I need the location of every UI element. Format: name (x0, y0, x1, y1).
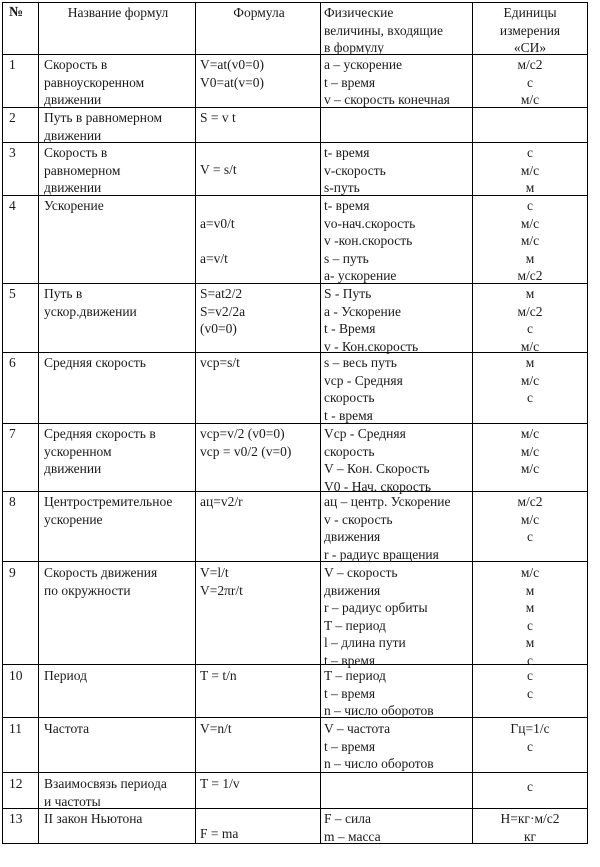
formula-name: Скорость движения по окружности (44, 565, 158, 598)
formula-text: T = t/n (200, 668, 237, 683)
formula-text: a=v0/t a=v/t (200, 216, 235, 266)
formula-text: V=n/t (200, 721, 232, 736)
formula-name: Центростремительное ускорение (44, 494, 173, 527)
formula-name: Период (44, 668, 87, 683)
units-list: Гц=1/с с (510, 721, 550, 754)
row-number: 9 (9, 565, 16, 580)
units-list: с м/с м (520, 145, 540, 195)
formula-text: aц=v2/r (200, 494, 243, 509)
row-number: 1 (9, 57, 16, 72)
header-formula-name: Название формул (67, 5, 169, 20)
units-list: Н=кг·м/с2 кг (500, 811, 560, 844)
quantities-list: aц – центр. Ускорение v - скорость движения r - радиус вращения (324, 494, 451, 562)
units-list: м/с м м с м с (520, 565, 540, 668)
units-list: м/с2 м/с с (517, 494, 543, 544)
row-number: 3 (9, 145, 16, 160)
row-number: 5 (9, 286, 16, 301)
formula-text: F = ma (200, 826, 239, 841)
units-list: м/с м/с м/с (520, 426, 540, 476)
formula-name: Средняя скорость в ускоренном движении (44, 426, 156, 476)
quantities-list: t- время v-скорость s-путь (324, 145, 386, 195)
row-number: 6 (9, 355, 16, 370)
quantities-list: t- время vo-нач.скорость v -кон.скорость s – путь a- ускорение (324, 198, 416, 283)
row-number: 10 (9, 668, 23, 683)
units-list: с (527, 779, 533, 794)
formula-text: S=at2/2 S=v2/2a (v0=0) (200, 286, 246, 336)
formula-text: V=l/t V=2πr/t (200, 565, 243, 598)
row-number: 4 (9, 198, 16, 213)
units-list: с м/с м/с м м/с2 (517, 198, 543, 283)
row-number: 8 (9, 494, 16, 509)
quantities-list: F – сила m – масса (324, 811, 381, 844)
header-units: Единицы измерения «СИ» (499, 5, 561, 55)
header-quantities: Физические величины, входящие в формулу (324, 5, 443, 55)
formula-table (2, 2, 588, 844)
formula-text: V = s/t (200, 162, 237, 177)
row-number: 12 (9, 776, 23, 791)
quantities-list: T – период t – время n – число оборотов (324, 668, 434, 718)
quantities-list: S - Путь a - Ускорение t - Время v - Кон.скорость (324, 286, 419, 354)
quantities-list: s – весь путь vср - Средняя скорость t - время (324, 355, 403, 423)
units-list: м/с2 с м/с (517, 57, 543, 107)
formula-text: vср=s/t (200, 355, 240, 370)
row-number: 2 (9, 110, 16, 125)
quantities-list: Vср - Средняя скорость V – Кон. Скорость V0 - Нач. скорость (324, 426, 431, 494)
row-number: 7 (9, 426, 16, 441)
units-list: м м/с2 с м/с (517, 286, 543, 354)
formula-text: S = v t (200, 110, 236, 125)
formula-name: Частота (44, 721, 90, 736)
row-number: 11 (9, 721, 22, 736)
header-number: № (9, 5, 24, 20)
row-number: 13 (9, 811, 23, 826)
units-list: м м/с с (520, 355, 540, 405)
formula-text: T = 1/v (200, 776, 240, 791)
formula-name: Скорость в равноускоренном движении (44, 57, 145, 107)
formula-text: V=at(v0=0) V0=at(v=0) (200, 57, 264, 90)
formula-name: Путь в равномерном движении (44, 110, 163, 143)
formula-name: II закон Ньютона (44, 811, 143, 826)
formula-name: Средняя скорость (44, 355, 146, 370)
formula-name: Путь в ускор.движении (44, 286, 137, 319)
formula-text: vср=v/2 (v0=0) vср = v0/2 (v=0) (200, 426, 292, 459)
quantities-list: V – скорость движения r – радиус орбиты T – период l – длина пути t – время (324, 565, 428, 668)
formula-name: Взаимосвязь периода и частоты (44, 776, 167, 809)
units-list: с с (527, 668, 533, 701)
quantities-list: V – частота t – время n – число оборотов (324, 721, 434, 771)
header-formula: Формула (233, 5, 285, 20)
formula-name: Скорость в равномерном движении (44, 145, 121, 195)
quantities-list: a – ускорение t – время v – скорость конечная (324, 57, 450, 107)
formula-name: Ускорение (44, 198, 104, 213)
